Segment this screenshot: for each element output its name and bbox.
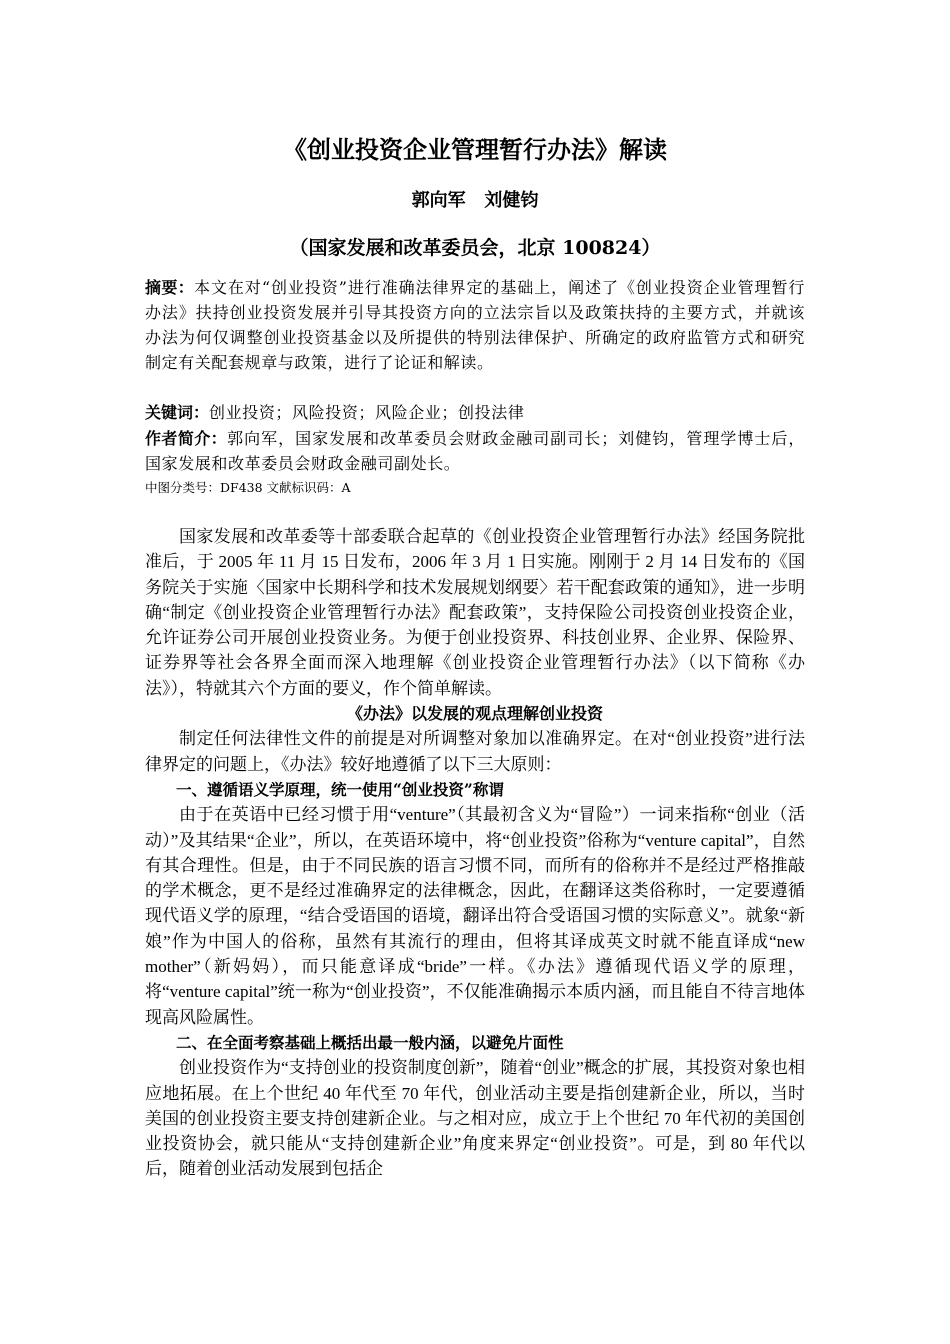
abstract [145, 275, 805, 375]
keywords-text: 创业投资；风险投资；风险企业；创投法律 [209, 403, 525, 422]
document-body [145, 524, 805, 1182]
keywords-label: 关键词： [145, 403, 210, 422]
author-bio [145, 426, 805, 476]
section-paragraph: 制定任何法律性文件的前提是对所调整对象加以准确界定。在对“创业投资”进行法律界定的问题上，《办法》较好地遵循了以下三大原则： [145, 729, 805, 774]
intro-paragraph: 国家发展和改革委等十部委联合起草的《创业投资企业管理暂行办法》经国务院批准后，于 2005 年 11 月 15 日发布，2006 年 3 月 1 日实施。刚刚于 2 月 14 日发布的《国务院关于实施〈国家中长期科学和技术发展规划纲要〉若干配套政策的通知》，进一步明确“制定《创业投资企业管理暂行办法》配套政策”，支持保险公司投资创业投资企业，允许证券公司开展创业投资业务。为便于创业投资界、科技创业界、企业界、保险界、证券界等社会各界全面而深入地理解《创业投资企业管理暂行办法》（以下简称《办法》），特就其六个方面的要义，作个简单解读。 [145, 527, 805, 698]
subsection-heading-2: 二、在全面考察基础上概括出最一般内涵，以避免片面性 [176, 1032, 564, 1052]
author-bio-text: 郭向军，国家发展和改革委员会财政金融司副司长；刘健钧，管理学博士后，国家发展和改革委员会财政金融司副处长。 [145, 429, 805, 473]
document-title: 《创业投资企业管理暂行办法》解读 [283, 136, 667, 164]
section-heading: 《办法》以发展的观点理解创业投资 [346, 704, 603, 724]
classification-line: 中图分类号：DF438 文献标识码：A [145, 480, 351, 495]
subsection-heading-1: 一、遵循语义学原理，统一使用“创业投资”称谓 [176, 779, 504, 799]
subsection-paragraph-2: 创业投资作为“支持创业的投资制度创新”，随着“创业”概念的扩展，其投资对象也相应地拓展。在上个世纪 40 年代至 70 年代，创业活动主要是指创建新企业，所以，当时美国的创业投资主要支持创建新企业。与之相对应，成立于上个世纪 70 年代初的美国创业投资协会，就只能从“支持创建新企业”角度来界定“创业投资”。可是，到 80 年代以后，随着创业活动发展到包括企 [145, 1058, 805, 1179]
author-affiliation: （国家发展和改革委员会，北京 100824） [289, 237, 661, 259]
abstract-label: 摘要： [145, 278, 195, 297]
author-bio-label: 作者简介： [145, 429, 228, 448]
keywords [145, 400, 805, 425]
subsection-paragraph-1: 由于在英语中已经习惯于用“venture”（其最初含义为“冒险”）一词来指称“创业（活动）”及其结果“企业”，所以，在英语环境中，将“创业投资”俗称为“venture capital”，自然有其合理性。但是，由于不同民族的语言习惯不同，而所有的俗称并不是经过严格推敲的学术概念，更不是经过准确界定的法律概念，因此，在翻译这类俗称时，一定要遵循现代语义学的原理，“结合受语国的语境，翻译出符合受语国习惯的实际意义”。就象“新娘”作为中国人的俗称，虽然有其流行的理由，但将其译成英文时就不能直译成“new mother”（新妈妈），而只能意译成“bride”一样。《办法》遵循现代语义学的原理，将“venture capital”统一称为“创业投资”，不仅能准确揭示本质内涵，而且能自不待言地体现高风险属性。 [145, 805, 805, 1027]
document-authors: 郭向军 刘健钧 [411, 190, 539, 211]
abstract-text: 本文在对“创业投资”进行准确法律界定的基础上，阐述了《创业投资企业管理暂行办法》扶持创业投资发展并引导其投资方向的立法宗旨以及政策扶持的主要方式，并就该办法为何仅调整创业投资基金以及所提供的特别法律保护、所确定的政府监管方式和研究制定有关配套规章与政策，进行了论证和解读。 [145, 278, 805, 372]
